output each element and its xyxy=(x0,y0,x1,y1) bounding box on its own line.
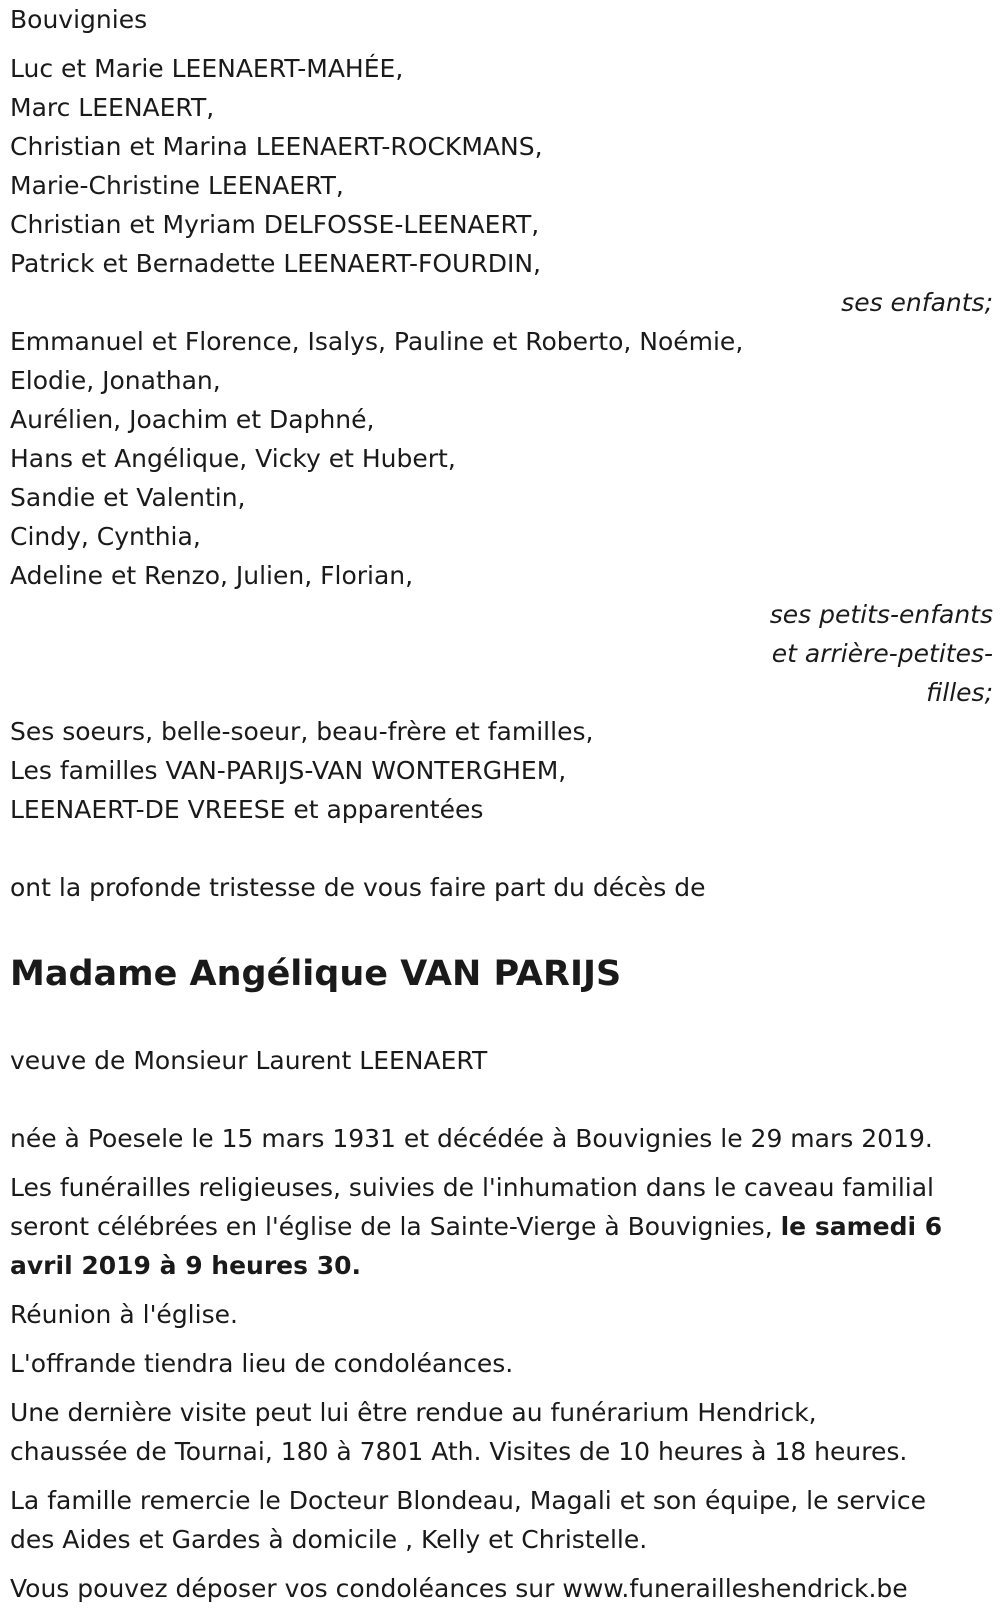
thanks-line: des Aides et Gardes à domicile , Kelly et Christelle. xyxy=(10,1525,648,1554)
visit-line: Une dernière visite peut lui être rendue au funérarium Hendrick, xyxy=(10,1398,817,1427)
child-entry: Marie-Christine LEENAERT, xyxy=(10,171,344,200)
offering-text: L'offrande tiendra lieu de condoléances. xyxy=(10,1349,514,1378)
obituary-document xyxy=(10,0,995,1608)
children-role: ses enfants; xyxy=(841,288,993,317)
family-entry: Les familles VAN-PARIJS-VAN WONTERGHEM, xyxy=(10,756,567,785)
visit-line: chaussée de Tournai, 180 à 7801 Ath. Visites de 10 heures à 18 heures. xyxy=(10,1437,908,1466)
grandchildren-role xyxy=(10,595,995,712)
child-entry: Marc LEENAERT, xyxy=(10,93,215,122)
grandchild-entry: Sandie et Valentin, xyxy=(10,483,246,512)
family-entry: Ses soeurs, belle-soeur, beau-frère et familles, xyxy=(10,717,594,746)
grandchild-entry: Adeline et Renzo, Julien, Florian, xyxy=(10,561,414,590)
children-list xyxy=(10,49,995,283)
grandchildren-role-line: filles; xyxy=(926,678,993,707)
grandchild-entry: Hans et Angélique, Vicky et Hubert, xyxy=(10,444,456,473)
family-list xyxy=(10,712,995,829)
announcement-text: ont la profonde tristesse de vous faire part du décès de xyxy=(10,873,706,902)
deceased-name: Madame Angélique VAN PARIJS xyxy=(10,954,622,994)
funeral-paragraph xyxy=(10,1168,995,1285)
thanks-line: La famille remercie le Docteur Blondeau, Magali et son équipe, le service xyxy=(10,1486,926,1515)
visit-paragraph xyxy=(10,1393,995,1471)
widow-of-text: veuve de Monsieur Laurent LEENAERT xyxy=(10,1046,488,1075)
meeting-text: Réunion à l'église. xyxy=(10,1300,238,1329)
funeral-date: le samedi 6 avril 2019 à 9 heures 30. xyxy=(10,1212,943,1280)
condolences-text: Vous pouvez déposer vos condoléances sur www.funerailleshendrick.be xyxy=(10,1574,908,1603)
family-entry: LEENAERT-DE VREESE et apparentées xyxy=(10,795,484,824)
grandchild-entry: Elodie, Jonathan, xyxy=(10,366,221,395)
place-name: Bouvignies xyxy=(10,5,148,34)
thanks-paragraph xyxy=(10,1481,995,1559)
child-entry: Christian et Marina LEENAERT-ROCKMANS, xyxy=(10,132,543,161)
child-entry: Patrick et Bernadette LEENAERT-FOURDIN, xyxy=(10,249,541,278)
grandchildren-list xyxy=(10,322,995,595)
grandchild-entry: Emmanuel et Florence, Isalys, Pauline et Roberto, Noémie, xyxy=(10,327,744,356)
grandchildren-role-line: et arrière-petites- xyxy=(771,639,993,668)
grandchild-entry: Aurélien, Joachim et Daphné, xyxy=(10,405,375,434)
child-entry: Luc et Marie LEENAERT-MAHÉE, xyxy=(10,54,404,83)
grandchild-entry: Cindy, Cynthia, xyxy=(10,522,201,551)
birth-death-text: née à Poesele le 15 mars 1931 et décédée à Bouvignies le 29 mars 2019. xyxy=(10,1124,933,1153)
child-entry: Christian et Myriam DELFOSSE-LEENAERT, xyxy=(10,210,540,239)
funeral-text: Les funérailles religieuses, suivies de l'inhumation dans le caveau familial seront célébrées en l'église de la Sainte-Vierge à Bouvignies, xyxy=(10,1173,934,1241)
grandchildren-role-line: ses petits-enfants xyxy=(769,600,993,629)
